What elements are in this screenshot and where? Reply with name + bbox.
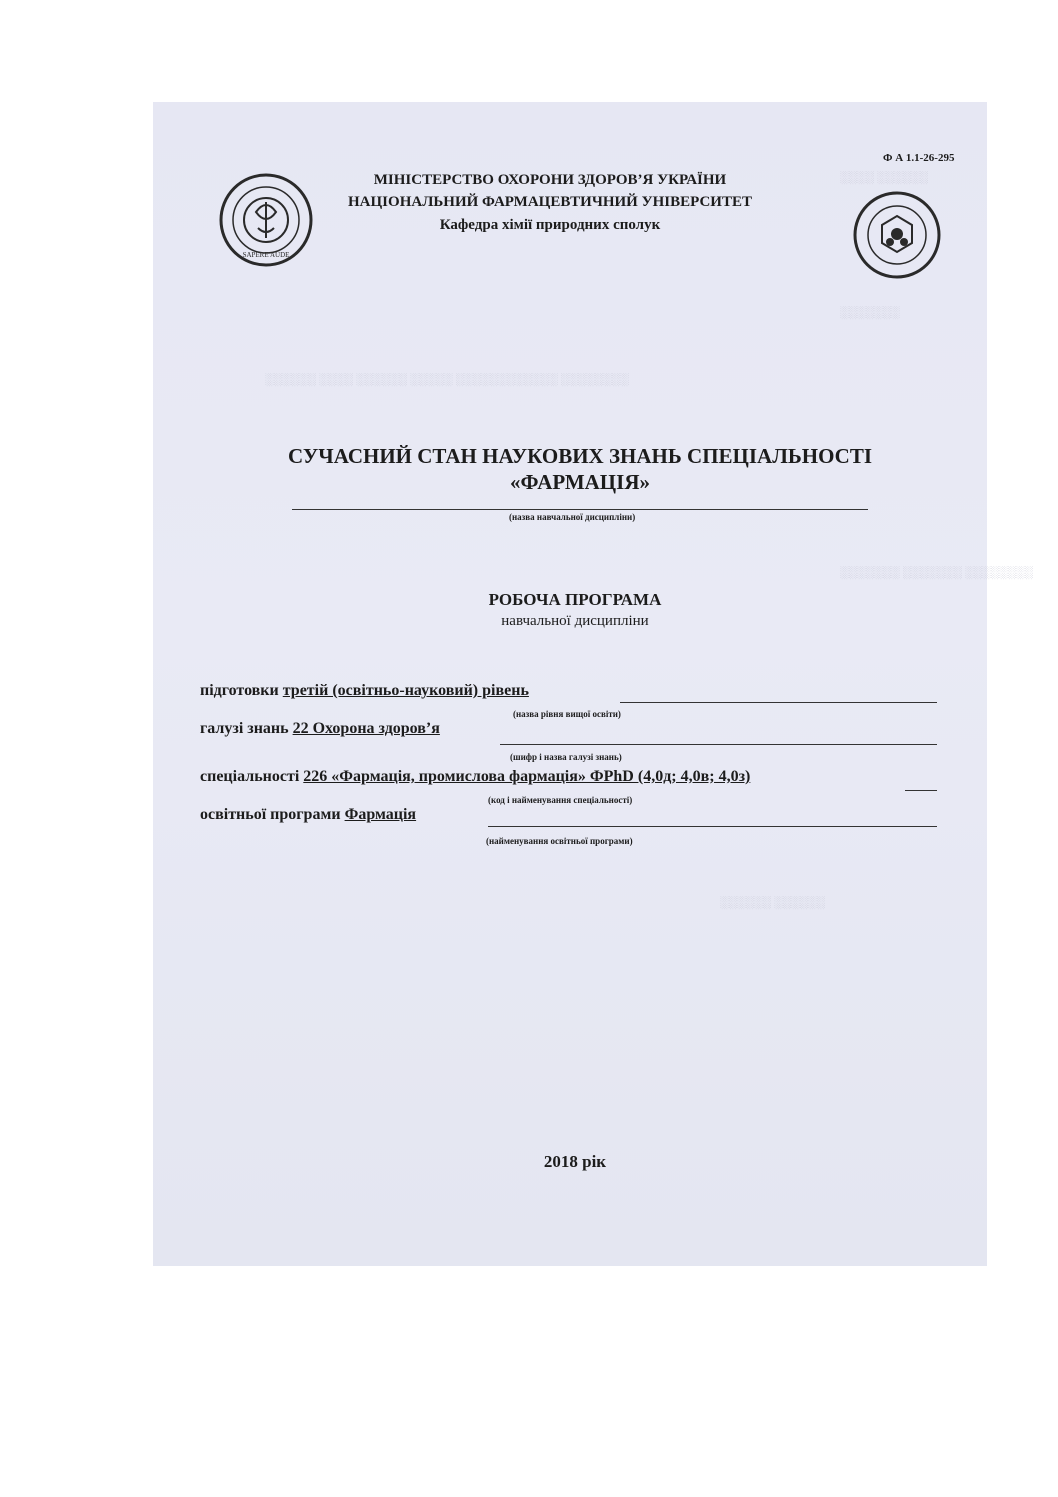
- discipline-underline: [292, 509, 868, 510]
- field-level-value: третій (освітньо-науковий) рівень: [282, 682, 529, 699]
- bleed-through-text: ░░░░░░ ░░░░░░: [720, 895, 826, 909]
- university-seal-icon: [218, 172, 314, 268]
- program-subheading: навчальної дисципліни: [501, 613, 649, 629]
- program-heading: РОБОЧА ПРОГРАМА: [488, 590, 662, 609]
- department-seal-icon: [852, 190, 942, 280]
- discipline-title: [230, 443, 930, 495]
- field-specialty: [200, 768, 750, 786]
- field-branch: [200, 720, 440, 738]
- seal-motto: SAPERE AUDE: [242, 251, 290, 259]
- field-branch-label: галузі знань: [200, 720, 289, 737]
- document-year: 2018 рік: [543, 1152, 607, 1171]
- field-program-label: освітньої програми: [200, 806, 341, 823]
- bleed-through-text: ░░░░░░░ ░░░░░░░ ░░░░░░░░: [840, 565, 1034, 579]
- form-code: Ф А 1.1-26-295: [883, 152, 955, 164]
- field-program-value: Фармація: [344, 806, 417, 823]
- field-branch-caption: (шифр і назва галузі знань): [510, 752, 622, 762]
- field-program-underline: [488, 826, 937, 827]
- bleed-through-text: ░░░░░░ ░░░░ ░░░░░░ ░░░░░ ░░░░░░░░░░░░ ░░░░░░░░: [265, 372, 629, 386]
- discipline-title-line2: «ФАРМАЦІЯ»: [510, 470, 650, 494]
- field-program: [200, 806, 416, 824]
- field-specialty-caption: (код і найменування спеціальності): [488, 795, 633, 805]
- university-name: НАЦІОНАЛЬНИЙ ФАРМАЦЕВТИЧНИЙ УНІВЕРСИТЕТ: [348, 194, 752, 210]
- field-level-underline: [620, 702, 937, 703]
- field-program-caption: (найменування освітньої програми): [486, 836, 633, 846]
- bleed-through-text: ░░░░ ░░░░░░: [840, 170, 929, 184]
- field-specialty-value: 226 «Фармація, промислова фармація» ФPhD (4,0д; 4,0в; 4,0з): [303, 768, 751, 785]
- field-specialty-label: спеціальності: [200, 768, 300, 785]
- discipline-caption: (назва навчальної дисципліни): [509, 512, 636, 522]
- field-branch-underline: [500, 744, 937, 745]
- field-level-caption: (назва рівня вищої освіти): [513, 709, 621, 719]
- field-branch-value: 22 Охорона здоров’я: [292, 720, 440, 737]
- department-name: Кафедра хімії природних сполук: [439, 217, 661, 233]
- field-level: [200, 682, 529, 700]
- field-specialty-underline: [905, 790, 937, 791]
- field-level-label: підготовки: [200, 682, 279, 699]
- discipline-title-line1: СУЧАСНИЙ СТАН НАУКОВИХ ЗНАНЬ СПЕЦІАЛЬНОСТІ: [287, 444, 873, 468]
- bleed-through-text: ░░░░░░░: [840, 305, 900, 319]
- ministry-name: МІНІСТЕРСТВО ОХОРОНИ ЗДОРОВ’Я УКРАЇНИ: [373, 172, 727, 188]
